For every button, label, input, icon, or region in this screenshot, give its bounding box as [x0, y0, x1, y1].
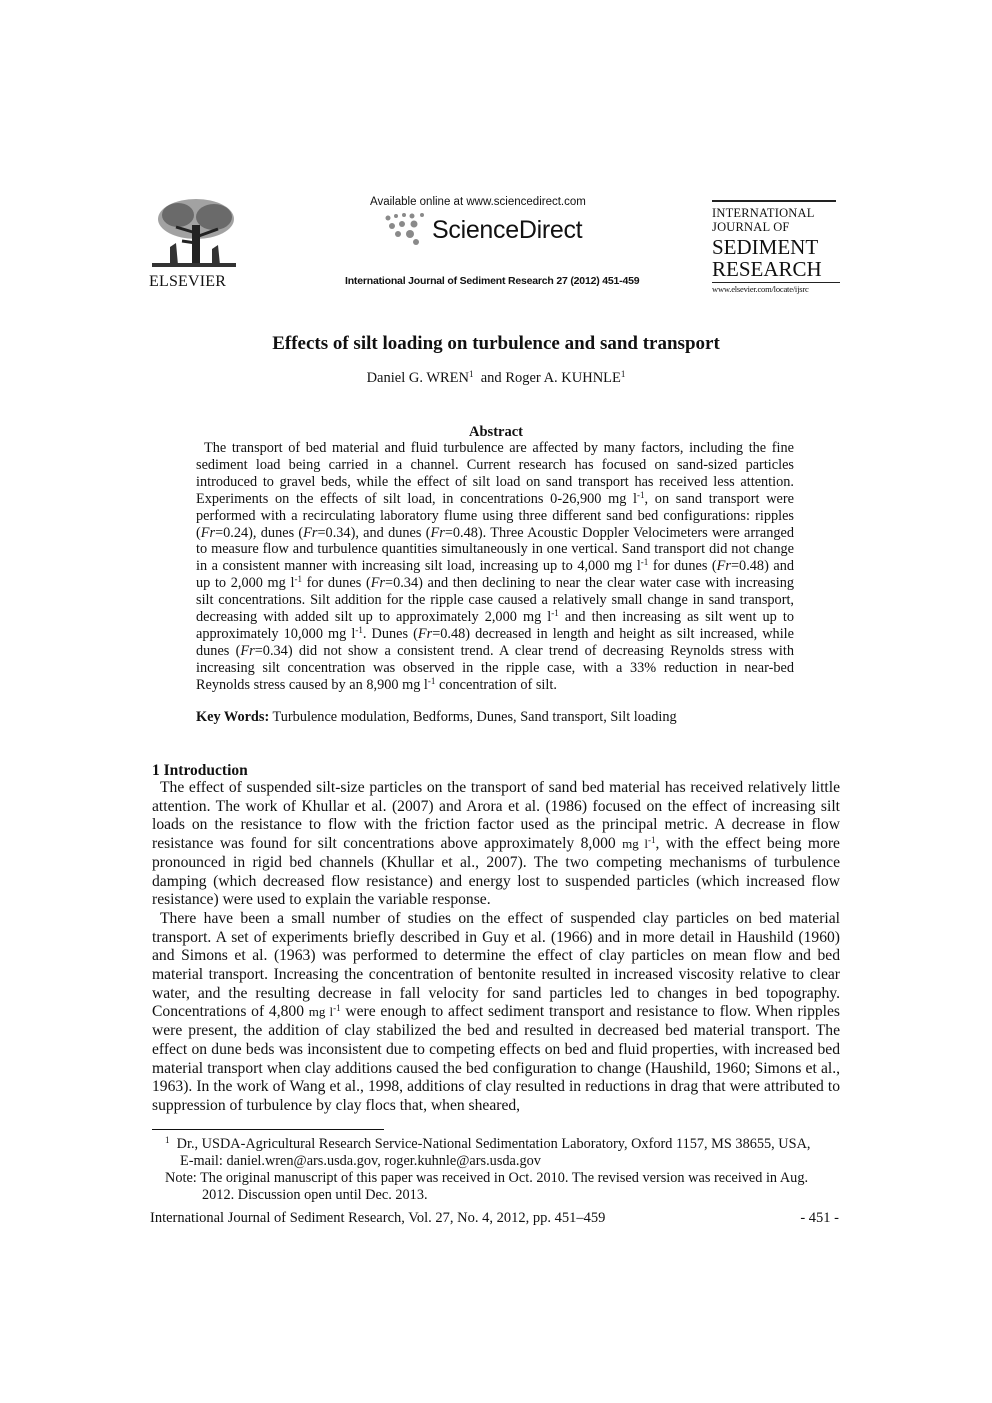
ijsr-logo-line1: INTERNATIONAL [712, 206, 815, 220]
available-online-text: Available online at www.sciencedirect.com [370, 196, 586, 208]
ijsr-journal-logo [712, 200, 840, 294]
section-body [152, 779, 840, 1116]
journal-citation-header: International Journal of Sediment Research 27 (2012) 451-459 [345, 275, 640, 287]
footnote-note: Note: The original manuscript of this paper was received in Oct. 2010. The revised version was received in Aug. 2012. Discussion open until Dec. 2013. [165, 1170, 809, 1203]
keywords-label: Key Words: [196, 709, 270, 725]
paper-title: Effects of silt loading on turbulence and sand transport [272, 333, 720, 354]
author-affiliation-mark: 1 [469, 369, 474, 379]
author-name: Daniel G. WREN [366, 370, 469, 386]
author-line [0, 370, 992, 387]
body-paragraph: The effect of suspended silt-size particles on the transport of sand bed material has received relatively little attention. The work of Khullar et al. (2007) and Arora et al. (1986) focused on the effect of increasing silt loads on the resistance to flow with the friction factor used as the principal metric. A decrease in flow resistance was found for silt concentrations above approximately 8,000 mg $l^{-1}$, with the effect being more pronounced in rigid bed channels (Khullar et al., 2007). The two competing mechanisms of turbulence damping (which decreased flow resistance) and energy lost to suspended particles (which increased flow resistance) were used to explain the variable response. [152, 779, 840, 909]
footnote-affiliation: $^1$ Dr., USDA-Agricultural Research Service-National Sedimentation Laboratory, Oxford 1157, MS 38655, USA, E-mail: daniel.wren@ars.usda.gov, roger.kuhnle@ars.usda.gov [165, 1136, 845, 1170]
ijsr-logo-url: www.elsevier.com/locate/ijsrc [712, 282, 840, 294]
ijsr-top-rule [712, 200, 836, 202]
footnote-rule [152, 1129, 384, 1130]
section-heading: 1 Introduction [152, 762, 248, 779]
ijsr-logo-line4: RESEARCH [712, 257, 822, 281]
keywords-line [196, 709, 794, 726]
footer-citation: International Journal of Sediment Research, Vol. 27, No. 4, 2012, pp. 451–459 [150, 1210, 606, 1226]
author-name: Roger A. KUHNLE [505, 370, 621, 386]
abstract-body: The transport of bed material and fluid turbulence are affected by many factors, including the fine sediment load being carried in a channel. Current research has focused on sand-sized particles introduced to gravel beds, while the effect of silt load on sand transport has received less attention. Experiments on the effects of silt load, in concentrations 0-26,900 mg $l^{-1}$, on sand transport were performed with a recirculating laboratory flume using three different sand bed configurations: ripples (Fr=0.24), dunes (Fr=0.34), and dunes (Fr=0.48). Three Acoustic Doppler Velocimeters were arranged to measure flow and turbulence quantities simultaneously in one vertical. Sand transport did not change in a consistent manner with increasing silt load, increasing up to 4,000 mg $l^{-1}$ for dunes (Fr=0.48) and up to 2,000 mg $l^{-1}$ for dunes (Fr=0.34) and then declining to near the clear water case with increasing silt concentrations. Silt addition for the ripple case caused a relatively small change in sand transport, decreasing with added silt up to approximately 2,000 mg $l^{-1}$ and then increasing as silt went up to approximately 10,000 mg $l^{-1}$. Dunes (Fr=0.48) decreased in length and height as silt increased, while dunes (Fr=0.34) did not show a consistent trend. A clear trend of decreasing Reynolds stress with increasing silt concentration was observed in the ripple case, with a 33% reduction in near-bed Reynolds stress caused by an 8,900 mg $l^{-1}$ concentration of silt. [196, 440, 794, 693]
ijsr-logo-line2: JOURNAL OF [712, 220, 790, 234]
author-joiner: and [480, 370, 502, 386]
sciencedirect-dots-icon [382, 212, 436, 246]
author-affiliation-mark: 1 [620, 369, 626, 379]
page-number: - 451 - [800, 1210, 839, 1226]
body-paragraph: There have been a small number of studies on the effect of suspended clay particles on bed material transport. A set of experiments briefly described in Guy et al. (1966) and in more detail in Haushild (1960) and Simons et al. (1963) was performed to determine the effect of clay particles on mean flow and bed material transport. Increasing the concentration of bentonite resulted in increased viscosity relative to clear water, and the resulting decrease in fall velocity for sand particles led to changes in bed topography. Concentrations of 4,800 mg $l^{-1}$ were enough to affect sediment transport and resistance to flow. When ripples were present, the addition of clay stabilized the bed and resulted in decreased bed material transport. The effect on dune beds was inconsistent due to competing effects on bed and fluid properties, with increased bed material transport when clay additions caused the bed configuration to change (Haushild, 1960; Simons et al., 1963). In the work of Wang et al., 1998, additions of clay resulted in reductions in drag that were attributed to suppression of turbulence by clay flocs that, when sheared, [152, 909, 840, 1114]
footnote-mark: 1 [165, 1135, 170, 1145]
footnote-email: E-mail: daniel.wren@ars.usda.gov, roger.kuhnle@ars.usda.gov [180, 1153, 541, 1169]
abstract-heading: Abstract [469, 424, 523, 440]
keywords-text: Turbulence modulation, Bedforms, Dunes, Sand transport, Silt loading [272, 709, 677, 725]
ijsr-logo-line3: SEDIMENT [712, 235, 819, 259]
sciencedirect-wordmark: ScienceDirect [432, 216, 583, 244]
elsevier-wordmark: ELSEVIER [149, 273, 227, 290]
